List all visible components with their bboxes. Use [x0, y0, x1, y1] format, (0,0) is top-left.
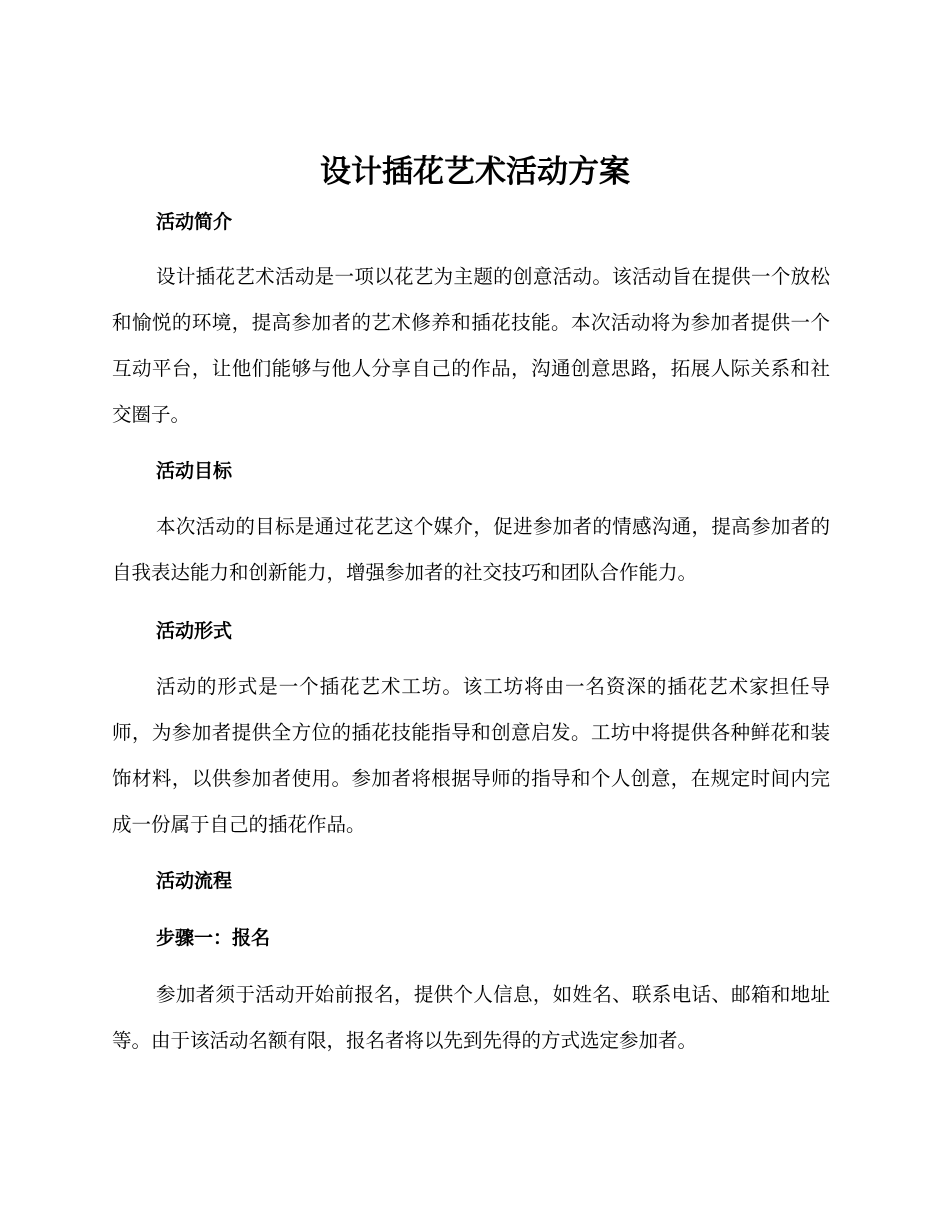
section-heading-intro: 活动简介: [156, 211, 233, 233]
section-heading-format: 活动形式: [156, 620, 233, 642]
section-paragraph-format: 活动的形式是一个插花艺术工坊。该工坊将由一名资深的插花艺术家担任导师，为参加者提供全方位的插花技能指导和创意启发。工坊中将提供各种鲜花和装饰材料，以供参加者使用。参加者将根据导师的指导和个人创意，在规定时间内完成一份属于自己的插花作品。: [112, 675, 830, 836]
section-heading-process: 活动流程: [156, 870, 233, 892]
section-paragraph-step-one: 参加者须于活动开始前报名，提供个人信息，如姓名、联系电话、邮箱和地址等。由于该活动名额有限，报名者将以先到先得的方式选定参加者。: [112, 983, 830, 1052]
section-heading-step-one: 步骤一：报名: [156, 927, 271, 949]
section-paragraph-intro: 设计插花艺术活动是一项以花艺为主题的创意活动。该活动旨在提供一个放松和愉悦的环境，提高参加者的艺术修养和插花技能。本次活动将为参加者提供一个互动平台，让他们能够与他人分享自己的作品，沟通创意思路，拓展人际关系和社交圈子。: [112, 265, 830, 426]
section-heading-goals: 活动目标: [156, 460, 233, 482]
document-title: 设计插花艺术活动方案: [320, 154, 630, 190]
section-paragraph-goals: 本次活动的目标是通过花艺这个媒介，促进参加者的情感沟通，提高参加者的自我表达能力和创新能力，增强参加者的社交技巧和团队合作能力。: [112, 515, 830, 584]
